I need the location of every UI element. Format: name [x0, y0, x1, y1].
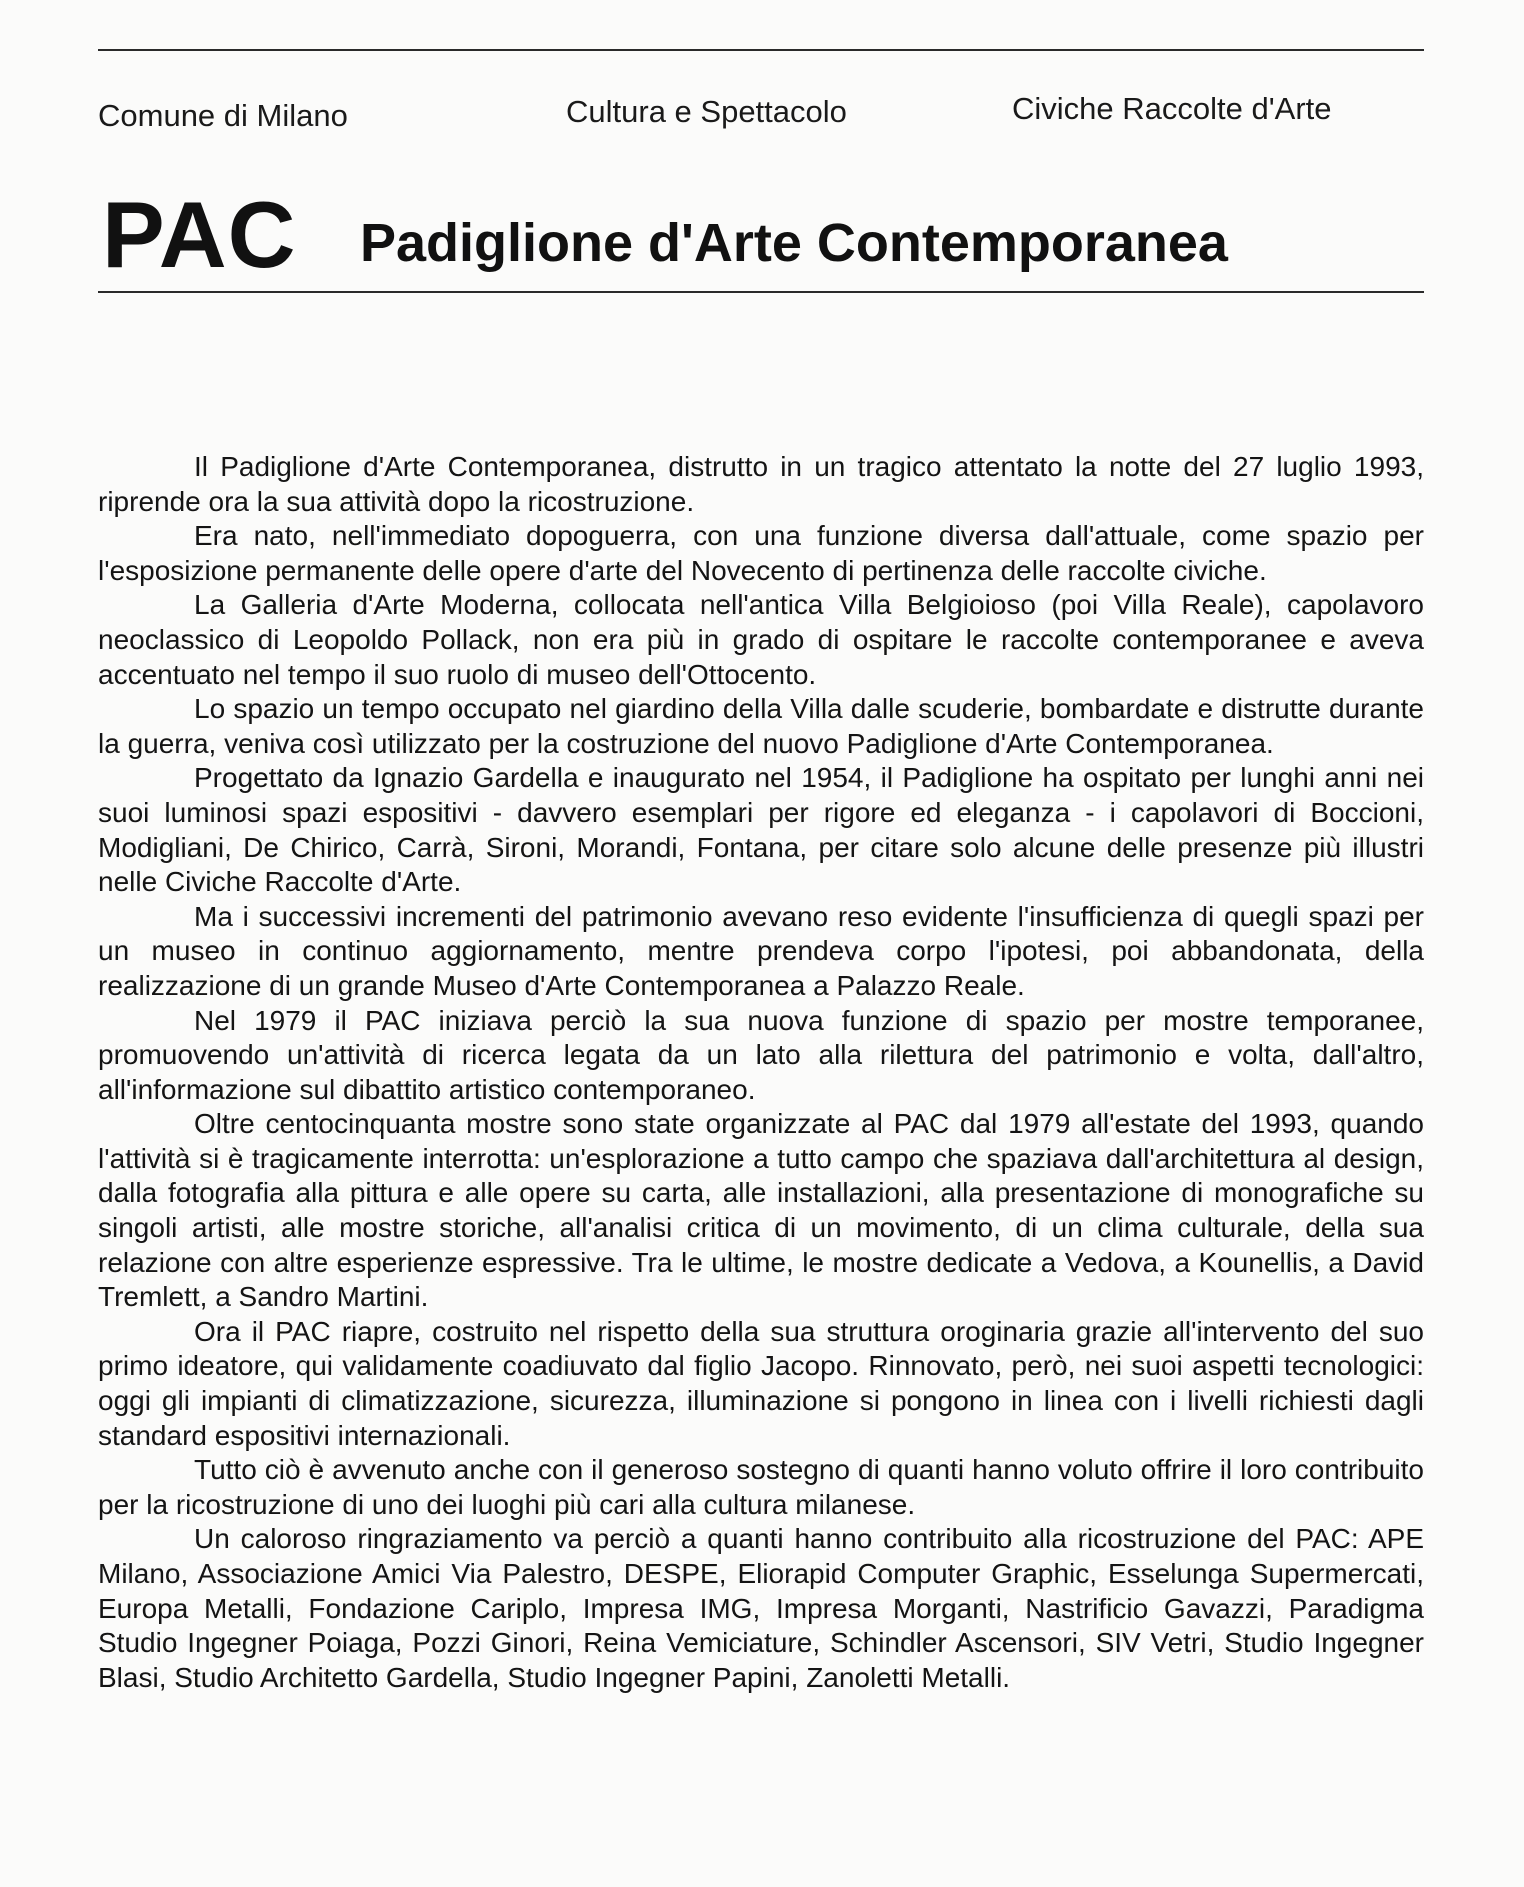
header-comune: Comune di Milano [98, 98, 348, 133]
masthead-rule [98, 291, 1424, 293]
masthead-fullname: Padiglione d'Arte Contemporanea [360, 213, 1228, 273]
paragraph: Il Padiglione d'Arte Contemporanea, distrutto in un tragico attentato la notte del 27 luglio 1993, riprende ora la sua attività dopo la ricostruzione. [98, 451, 1424, 517]
top-rule [98, 49, 1424, 51]
paragraph: La Galleria d'Arte Moderna, collocata nell'antica Villa Belgioioso (poi Villa Reale), capolavoro neoclassico di Leopoldo Pollack, non era più in grado di ospitare le raccolte contemporanee e aveva accentuato nel tempo il suo ruolo di museo dell'Ottocento. [98, 589, 1424, 690]
header-cultura: Cultura e Spettacolo [566, 94, 847, 129]
paragraph: Ma i successivi incrementi del patrimonio avevano reso evidente l'insufficienza di quegli spazi per un museo in continuo aggiornamento, mentre prendeva corpo l'ipotesi, poi abbandonata, della realizzazione di un grande Museo d'Arte Contemporanea a Palazzo Reale. [98, 900, 1424, 1001]
paragraph: Ora il PAC riapre, costruito nel rispetto della sua struttura oroginaria grazie all'intervento del suo primo ideatore, qui validamente coadiuvato dal figlio Jacopo. Rinnovato, però, nei suoi aspetti tecnologici: oggi gli impianti di climatizzazione, sicurezza, illuminazione si pongono in linea con i livelli richiesti dagli standard espositivi internazionali. [98, 1315, 1424, 1451]
paragraph: Oltre centocinquanta mostre sono state organizzate al PAC dal 1979 all'estate del 1993, quando l'attività si è tragicamente interrotta: un'esplorazione a tutto campo che spaziava dall'architettura al design, dalla fotografia alla pittura e alle opere su carta, alle installazioni, alla presentazione di monografiche su singoli artisti, alle mostre storiche, all'analisi critica di un movimento, di un clima culturale, della sua relazione con altre esperienze espressive. Tra le ultime, le mostre dedicate a Vedova, a Kounellis, a David Tremlett, a Sandro Martini. [98, 1108, 1424, 1313]
masthead-acronym: PAC [102, 182, 297, 287]
header-row [98, 92, 1424, 132]
paragraph: Era nato, nell'immediato dopoguerra, con una funzione diversa dall'attuale, come spazio per l'esposizione permanente delle opere d'arte del Novecento di pertinenza delle raccolte civiche. [98, 520, 1424, 586]
body-text [98, 450, 1424, 1695]
paragraph: Progettato da Ignazio Gardella e inaugurato nel 1954, il Padiglione ha ospitato per lunghi anni nei suoi luminosi spazi espositivi - davvero esemplari per rigore ed eleganza - i capolavori di Boccioni, Modigliani, De Chirico, Carrà, Sironi, Morandi, Fontana, per citare solo alcune delle presenze più illustri nelle Civiche Raccolte d'Arte. [98, 762, 1424, 898]
paragraph: Un caloroso ringraziamento va perciò a quanti hanno contribuito alla ricostruzione del PAC: APE Milano, Associazione Amici Via Palestro, DESPE, Eliorapid Computer Graphic, Esselunga Supermercati, Europa Metalli, Fondazione Cariplo, Impresa IMG, Impresa Morganti, Nastrificio Gavazzi, Paradigma Studio Ingegner Poiaga, Pozzi Ginori, Reina Vemiciature, Schindler Ascensori, SIV Vetri, Studio Ingegner Blasi, Studio Architetto Gardella, Studio Ingegner Papini, Zanoletti Metalli. [98, 1523, 1424, 1693]
header-raccolte: Civiche Raccolte d'Arte [1012, 91, 1332, 126]
paragraph: Lo spazio un tempo occupato nel giardino della Villa dalle scuderie, bombardate e distrutte durante la guerra, veniva così utilizzato per la costruzione del nuovo Padiglione d'Arte Contemporanea. [98, 693, 1424, 759]
paragraph: Tutto ciò è avvenuto anche con il generoso sostegno di quanti hanno voluto offrire il loro contribuito per la ricostruzione di uno dei luoghi più cari alla cultura milanese. [98, 1454, 1424, 1520]
paragraph: Nel 1979 il PAC iniziava perciò la sua nuova funzione di spazio per mostre temporanee, promuovendo un'attività di ricerca legata da un lato alla rilettura del patrimonio e volta, dall'altro, all'informazione sul dibattito artistico contemporaneo. [98, 1004, 1424, 1105]
masthead [98, 182, 1424, 287]
